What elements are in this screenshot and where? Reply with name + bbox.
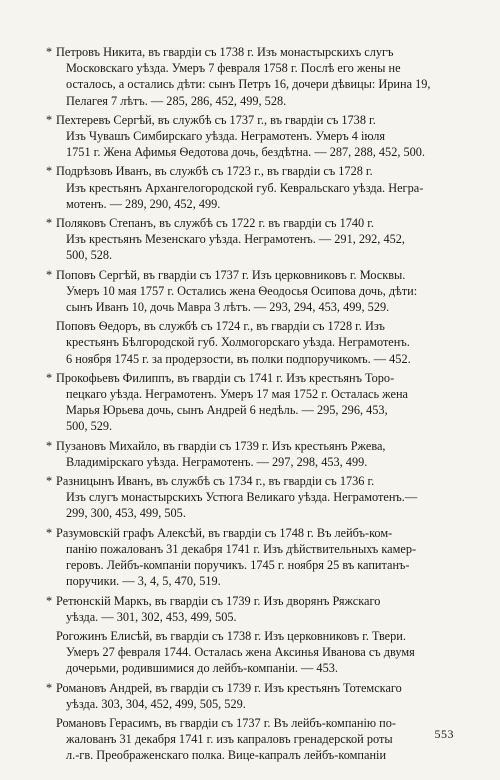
entry-line (46, 247, 454, 263)
asterisk-mark: * (46, 45, 53, 59)
entry-heading-line (46, 438, 454, 454)
entry-text: сынъ Иванъ 10, дочь Мавра 3 лѣтъ. — 293, 294, 453, 499, 529. (66, 300, 390, 315)
entry-line (46, 696, 454, 712)
entry-text: 500, 528. (66, 248, 113, 263)
list-item (46, 593, 454, 625)
asterisk-mark: * (46, 216, 53, 231)
entry-line (46, 180, 454, 196)
entry-line (46, 489, 454, 505)
entry-text: уѣзда. 303, 304, 452, 499, 505, 529. (66, 696, 246, 711)
entry-line (46, 283, 454, 299)
asterisk-mark: * (46, 164, 53, 179)
entry-line (46, 128, 454, 144)
entry-heading-line (46, 318, 454, 334)
entry-text: Пузановъ Михайло, въ гвардіи съ 1739 г. Изъ крестьянъ Ржева, (56, 438, 386, 453)
entry-text: Марья Юрьева дочь, сынъ Андрей 6 недѣль. — 295, 296, 453, (66, 403, 388, 418)
entry-text: Пехтеревъ Сергѣй, въ службѣ съ 1737 г., въ гвардіи съ 1738 г. (56, 112, 376, 127)
entry-text: л.-гв. Преображенскаго полка. Вице-капралъ лейбъ-компаніи (66, 748, 387, 763)
entry-heading-line (46, 680, 454, 696)
entry-text: Прокофьевъ Филиппъ, въ гвардіи съ 1741 г. Изъ крестьянъ Торо- (56, 370, 395, 385)
entry-heading-line (46, 525, 454, 541)
entry-heading-line (46, 112, 454, 128)
entry-text: Изъ крестьянъ Мезенскаго уѣзда. Неграмотенъ. — 291, 292, 452, (66, 232, 405, 247)
entry-line (46, 731, 454, 747)
entry-line (46, 386, 454, 402)
list-item (46, 163, 454, 212)
entry-text: Умеръ 10 мая 1757 г. Остались жена Ѳеодосья Осипова дочь, дѣти: (66, 283, 418, 298)
entry-heading-line (46, 628, 454, 644)
entry-line (46, 351, 454, 367)
entry-text: Романовъ Андрей, въ гвардіи съ 1739 г. Изъ крестьянъ Тотемскаго (56, 680, 402, 695)
asterisk-mark: * (46, 474, 53, 489)
entry-line (46, 93, 454, 109)
list-item (46, 267, 454, 316)
entry-line (46, 299, 454, 315)
entry-text: дочерьми, родившимися до лейбъ-компаніи. — 453. (66, 661, 338, 676)
entry-line (46, 660, 454, 676)
list-item (46, 215, 454, 264)
asterisk-mark: * (46, 593, 53, 608)
entry-text: крестьянъ Бѣлгородской губ. Холмогорскаго уѣзда. Неграмотенъ. (66, 335, 410, 350)
page-number: 553 (434, 727, 454, 741)
entry-text: Ретюнскій Маркъ, въ гвардіи съ 1739 г. Изъ дворянъ Ряжскаго (56, 593, 381, 608)
entry-heading-line (46, 215, 454, 231)
entry-text: 500, 529. (66, 419, 113, 434)
entry-text: Поповъ Сергѣй, въ гвардіи съ 1737 г. Изъ церковниковъ г. Москвы. (56, 267, 406, 282)
entry-line (46, 196, 454, 212)
entry-line (46, 505, 454, 521)
entry-line (46, 573, 454, 589)
entry-text: геровъ. Лейбъ-компаніи поручикъ. 1745 г. ноября 25 въ капитанъ- (66, 558, 410, 573)
entry-text: Поповъ Ѳедоръ, въ службѣ съ 1724 г., въ гвардіи съ 1728 г. Изъ (56, 319, 385, 334)
list-item (46, 715, 454, 764)
asterisk-mark: * (46, 525, 53, 540)
entry-text: Изъ крестьянъ Архангелогородской губ. Кевральскаго уѣзда. Негра- (66, 180, 424, 195)
entry-list (46, 44, 454, 764)
list-item (46, 370, 454, 435)
asterisk-mark: * (46, 267, 53, 282)
asterisk-mark: * (46, 438, 53, 453)
entry-text: Владимірскаго уѣзда. Неграмотенъ. — 297, 298, 453, 499. (66, 454, 368, 469)
entry-text: Рогожинъ Елисѣй, въ гвардіи съ 1738 г. Изъ церковниковъ г. Твери. (56, 628, 406, 643)
entry-line (46, 60, 454, 76)
entry-text: поручики. — 3, 4, 5, 470, 519. (66, 574, 221, 589)
entry-text: Изъ слугъ монастырскихъ Устюга Великаго уѣзда. Неграмотенъ.— (66, 490, 418, 505)
entry-line (46, 334, 454, 350)
entry-text: Разницынъ Иванъ, въ службѣ съ 1734 г., въ гвардіи съ 1736 г. (56, 474, 375, 489)
entry-text: Умеръ 27 февраля 1744. Осталась жена Аксинья Иванова съ двумя (66, 645, 415, 660)
entry-text: жалованъ 31 декабря 1741 г. изъ капраловъ гренадерской роты (66, 732, 393, 747)
entry-text: уѣзда. — 301, 302, 453, 499, 505. (66, 609, 237, 624)
entry-heading-line (46, 715, 454, 731)
asterisk-mark: * (46, 112, 53, 127)
entry-text: 299, 300, 453, 499, 505. (66, 506, 186, 521)
entry-line (46, 541, 454, 557)
entry-line (46, 144, 454, 160)
list-item (46, 680, 454, 712)
entry-text: 6 ноября 1745 г. за продерзости, въ полки подпоручикомъ. — 452. (66, 351, 411, 366)
entry-line (46, 557, 454, 573)
entry-line (46, 76, 454, 92)
entry-heading-line (46, 473, 454, 489)
entry-line (46, 418, 454, 434)
entry-text: Изъ Чувашъ Симбирскаго уѣзда. Неграмотенъ. Умеръ 4 іюля (66, 129, 386, 144)
entry-heading-line (46, 593, 454, 609)
entry-text: Московскаго уѣзда. Умеръ 7 февраля 1758 г. Послѣ его жены не (66, 61, 401, 76)
list-item (46, 44, 454, 109)
entry-heading-line (46, 370, 454, 386)
entry-text: Романовъ Герасимъ, въ гвардіи съ 1737 г. Въ лейбъ-компанію по- (56, 715, 396, 730)
asterisk-mark: * (46, 370, 53, 385)
entry-line (46, 747, 454, 763)
entry-text: панію пожалованъ 31 декабря 1741 г. Изъ дѣйствительныхъ камер- (66, 541, 417, 556)
entry-heading-line (46, 163, 454, 179)
entry-line (46, 231, 454, 247)
list-item (46, 112, 454, 161)
entry-heading-line (46, 267, 454, 283)
entry-line (46, 402, 454, 418)
entry-text: Петровъ Никита, въ гвардіи съ 1738 г. Изъ монастырскихъ слугъ (56, 45, 394, 59)
list-item (46, 438, 454, 470)
entry-text: Пелагея 7 лѣтъ. — 285, 286, 452, 499, 528. (66, 93, 287, 108)
asterisk-mark: * (46, 680, 53, 695)
entry-text: Поляковъ Степанъ, въ службѣ съ 1722 г. въ гвардіи съ 1740 г. (56, 216, 374, 231)
entry-line (46, 454, 454, 470)
list-item (46, 473, 454, 522)
entry-line (46, 644, 454, 660)
entry-line (46, 609, 454, 625)
entry-text: Разумовскій графъ Алексѣй, въ гвардіи съ 1748 г. Въ лейбъ-ком- (56, 525, 393, 540)
entry-heading-line (46, 44, 454, 60)
entry-text: мотенъ. — 289, 290, 452, 499. (66, 196, 221, 211)
entry-text: осталось, а остались дѣти: сынъ Петръ 16, дочери дѣвицы: Ирина 19, (66, 77, 431, 92)
entry-text: Подрѣзовъ Иванъ, въ службѣ съ 1723 г., въ гвардіи съ 1728 г. (56, 164, 373, 179)
entry-text: пецкаго уѣзда. Неграмотенъ. Умеръ 17 мая 1752 г. Осталась жена (66, 387, 408, 402)
list-item (46, 318, 454, 367)
entry-text: 1751 г. Жена Афимья Ѳедотова дочь, бездѣтна. — 287, 288, 452, 500. (66, 145, 426, 160)
list-item (46, 525, 454, 590)
list-item (46, 628, 454, 677)
